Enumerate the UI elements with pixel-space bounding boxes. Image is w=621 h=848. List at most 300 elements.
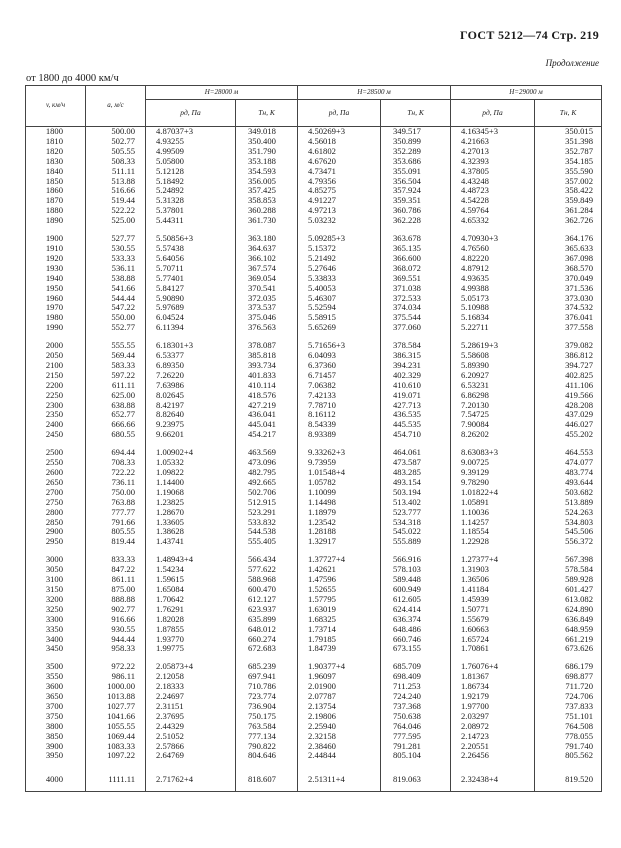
cell-speed: 3850 — [26, 732, 86, 742]
cell-pressure-28500: 5.52594 — [298, 303, 381, 313]
cell-temp-28500: 777.595 — [381, 732, 451, 742]
cell-pressure-28000: 2.18333 — [146, 682, 236, 692]
cell-temp-28000: 454.217 — [236, 430, 298, 440]
cell-temp-28500: 566.916 — [381, 547, 451, 565]
cell-temp-28000: 366.102 — [236, 254, 298, 264]
cell-pressure-28500: 1.23542 — [298, 518, 381, 528]
cell-pressure-28500: 5.58915 — [298, 313, 381, 323]
cell-temp-28000: 360.288 — [236, 206, 298, 216]
cell-pressure-29000: 4.76560 — [451, 244, 535, 254]
cell-temp-29000: 711.720 — [535, 682, 602, 692]
cell-speed: 3450 — [26, 644, 86, 654]
cell-pressure-28500: 1.37727+4 — [298, 547, 381, 565]
cell-sound-speed: 625.00 — [86, 391, 146, 401]
cell-pressure-29000: 1.92179 — [451, 692, 535, 702]
cell-speed: 3050 — [26, 565, 86, 575]
cell-pressure-28000: 1.99775 — [146, 644, 236, 654]
cell-sound-speed: 522.22 — [86, 206, 146, 216]
cell-pressure-28000: 1.19068 — [146, 488, 236, 498]
cell-temp-29000: 357.002 — [535, 177, 602, 187]
cell-temp-29000: 724.706 — [535, 692, 602, 702]
cell-temp-28000: 410.114 — [236, 381, 298, 391]
cell-pressure-29000: 1.55679 — [451, 615, 535, 625]
cell-sound-speed: 638.88 — [86, 401, 146, 411]
cell-speed: 2000 — [26, 333, 86, 351]
cell-speed: 2900 — [26, 527, 86, 537]
cell-pressure-28000: 4.99509 — [146, 147, 236, 157]
page-header: ГОСТ 5212—74 Стр. 219 — [459, 28, 599, 42]
cell-temp-28000: 804.646 — [236, 751, 298, 761]
cell-pressure-28500: 4.91227 — [298, 196, 381, 206]
cell-temp-28500: 436.535 — [381, 410, 451, 420]
cell-sound-speed: 544.44 — [86, 294, 146, 304]
cell-speed: 3100 — [26, 575, 86, 585]
cell-speed: 2100 — [26, 361, 86, 371]
cell-pressure-29000: 4.70930+3 — [451, 226, 535, 244]
cell-temp-29000: 379.082 — [535, 333, 602, 351]
cell-pressure-29000: 1.31903 — [451, 565, 535, 575]
cell-pressure-28500: 1.42621 — [298, 565, 381, 575]
cell-pressure-28500: 5.27646 — [298, 264, 381, 274]
cell-temp-28000: 502.706 — [236, 488, 298, 498]
cell-temp-28500: 724.240 — [381, 692, 451, 702]
cell-speed: 3200 — [26, 595, 86, 605]
cell-pressure-28000: 5.05800 — [146, 157, 236, 167]
cell-speed: 3600 — [26, 682, 86, 692]
cell-speed: 2800 — [26, 508, 86, 518]
cell-speed: 2550 — [26, 458, 86, 468]
cell-pressure-28500: 5.15372 — [298, 244, 381, 254]
cell-pressure-29000: 5.28619+3 — [451, 333, 535, 351]
cell-pressure-29000: 4.48723 — [451, 186, 535, 196]
cell-sound-speed: 1111.11 — [86, 761, 146, 791]
cell-pressure-28000: 1.43741 — [146, 537, 236, 547]
table-row — [26, 751, 602, 761]
cell-pressure-29000: 6.53231 — [451, 381, 535, 391]
cell-sound-speed: 500.00 — [86, 127, 146, 137]
cell-pressure-28000: 9.23975 — [146, 420, 236, 430]
cell-pressure-29000: 4.37805 — [451, 167, 535, 177]
cell-temp-28000: 393.734 — [236, 361, 298, 371]
cell-pressure-28500: 4.73471 — [298, 167, 381, 177]
group-header-altitude: H=29000 м — [451, 86, 602, 100]
cell-pressure-28500: 1.01548+4 — [298, 468, 381, 478]
cell-sound-speed: 519.44 — [86, 196, 146, 206]
cell-pressure-28000: 5.50856+3 — [146, 226, 236, 244]
cell-temp-28500: 685.709 — [381, 654, 451, 672]
cell-temp-29000: 791.740 — [535, 742, 602, 752]
cell-temp-28500: 365.135 — [381, 244, 451, 254]
cell-temp-28000: 401.833 — [236, 371, 298, 381]
cell-pressure-29000: 4.32393 — [451, 157, 535, 167]
cell-sound-speed: 694.44 — [86, 440, 146, 458]
cell-sound-speed: 1097.22 — [86, 751, 146, 761]
cell-pressure-29000: 1.27377+4 — [451, 547, 535, 565]
cell-pressure-28500: 7.06382 — [298, 381, 381, 391]
cell-sound-speed: 944.44 — [86, 635, 146, 645]
cell-temp-29000: 402.825 — [535, 371, 602, 381]
cell-temp-28000: 697.941 — [236, 672, 298, 682]
cell-temp-29000: 464.553 — [535, 440, 602, 458]
cell-temp-28000: 710.786 — [236, 682, 298, 692]
cell-temp-28000: 523.291 — [236, 508, 298, 518]
cell-sound-speed: 550.00 — [86, 313, 146, 323]
cell-sound-speed: 972.22 — [86, 654, 146, 672]
cell-pressure-29000: 6.86298 — [451, 391, 535, 401]
cell-temp-28000: 790.822 — [236, 742, 298, 752]
cell-sound-speed: 1041.66 — [86, 712, 146, 722]
cell-temp-28500: 648.486 — [381, 625, 451, 635]
table-row — [26, 323, 602, 333]
cell-pressure-28000: 5.84127 — [146, 284, 236, 294]
cell-pressure-29000: 1.36506 — [451, 575, 535, 585]
cell-speed: 3300 — [26, 615, 86, 625]
cell-pressure-28500: 2.44844 — [298, 751, 381, 761]
cell-sound-speed: 1027.77 — [86, 702, 146, 712]
cell-pressure-28500: 2.51311+4 — [298, 761, 381, 791]
cell-pressure-28000: 5.64056 — [146, 254, 236, 264]
cell-temp-29000: 358.422 — [535, 186, 602, 196]
cell-pressure-28500: 5.21492 — [298, 254, 381, 264]
cell-speed: 3650 — [26, 692, 86, 702]
cell-speed: 2600 — [26, 468, 86, 478]
cell-speed: 2850 — [26, 518, 86, 528]
cell-temp-28000: 372.035 — [236, 294, 298, 304]
cell-speed: 1800 — [26, 127, 86, 137]
cell-temp-28000: 512.915 — [236, 498, 298, 508]
cell-pressure-29000: 4.43248 — [451, 177, 535, 187]
cell-temp-29000: 361.284 — [535, 206, 602, 216]
cell-pressure-29000: 2.20551 — [451, 742, 535, 752]
cell-sound-speed: 1013.88 — [86, 692, 146, 702]
cell-temp-29000: 350.015 — [535, 127, 602, 137]
cell-temp-28500: 612.605 — [381, 595, 451, 605]
cell-pressure-28000: 8.02645 — [146, 391, 236, 401]
col-header-sound-speed: a, м/с — [86, 86, 146, 127]
cell-speed: 1910 — [26, 244, 86, 254]
cell-pressure-28000: 6.53377 — [146, 351, 236, 361]
cell-pressure-29000: 7.54725 — [451, 410, 535, 420]
cell-sound-speed: 847.22 — [86, 565, 146, 575]
cell-speed: 2500 — [26, 440, 86, 458]
cell-speed: 2650 — [26, 478, 86, 488]
cell-temp-28000: 376.563 — [236, 323, 298, 333]
cell-temp-28000: 349.018 — [236, 127, 298, 137]
cell-sound-speed: 986.11 — [86, 672, 146, 682]
cell-temp-29000: 355.590 — [535, 167, 602, 177]
speed-range-label: от 1800 до 4000 км/ч — [26, 73, 119, 84]
cell-pressure-28000: 2.44329 — [146, 722, 236, 732]
cell-sound-speed: 516.66 — [86, 186, 146, 196]
cell-pressure-28000: 5.18492 — [146, 177, 236, 187]
col-header-pressure: pд, Па — [451, 100, 535, 127]
cell-sound-speed: 833.33 — [86, 547, 146, 565]
cell-pressure-28000: 1.09822 — [146, 468, 236, 478]
cell-temp-28000: 418.576 — [236, 391, 298, 401]
cell-speed: 1820 — [26, 147, 86, 157]
cell-temp-29000: 428.208 — [535, 401, 602, 411]
cell-pressure-28500: 6.37360 — [298, 361, 381, 371]
cell-temp-29000: 567.398 — [535, 547, 602, 565]
cell-temp-28000: 660.274 — [236, 635, 298, 645]
cell-pressure-29000: 1.22928 — [451, 537, 535, 547]
cell-pressure-28500: 5.03232 — [298, 216, 381, 226]
cell-temp-29000: 764.508 — [535, 722, 602, 732]
cell-temp-28000: 588.968 — [236, 575, 298, 585]
cell-pressure-28500: 6.04093 — [298, 351, 381, 361]
cell-pressure-28000: 5.57438 — [146, 244, 236, 254]
cell-sound-speed: 1055.55 — [86, 722, 146, 732]
cell-sound-speed: 902.77 — [86, 605, 146, 615]
cell-speed: 1830 — [26, 157, 86, 167]
cell-pressure-29000: 5.05173 — [451, 294, 535, 304]
cell-pressure-28000: 1.05332 — [146, 458, 236, 468]
cell-sound-speed: 666.66 — [86, 420, 146, 430]
cell-temp-29000: 636.849 — [535, 615, 602, 625]
cell-speed: 1840 — [26, 167, 86, 177]
cell-temp-28500: 363.678 — [381, 226, 451, 244]
cell-temp-29000: 513.889 — [535, 498, 602, 508]
cell-temp-28500: 503.194 — [381, 488, 451, 498]
col-header-speed: v, км/ч — [26, 86, 86, 127]
cell-speed: 2300 — [26, 401, 86, 411]
cell-sound-speed: 547.22 — [86, 303, 146, 313]
cell-pressure-28000: 1.33605 — [146, 518, 236, 528]
cell-temp-29000: 386.812 — [535, 351, 602, 361]
cell-speed: 3900 — [26, 742, 86, 752]
cell-pressure-28500: 1.57795 — [298, 595, 381, 605]
cell-pressure-29000: 4.16345+3 — [451, 127, 535, 137]
cell-temp-29000: 751.101 — [535, 712, 602, 722]
col-header-pressure: pд, Па — [146, 100, 236, 127]
continuation-label: Продолжение — [545, 58, 599, 68]
cell-pressure-29000: 6.20927 — [451, 371, 535, 381]
cell-temp-29000: 524.263 — [535, 508, 602, 518]
cell-pressure-28500: 4.85275 — [298, 186, 381, 196]
cell-speed: 3700 — [26, 702, 86, 712]
cell-temp-29000: 661.219 — [535, 635, 602, 645]
cell-temp-28500: 353.686 — [381, 157, 451, 167]
cell-temp-28500: 350.899 — [381, 137, 451, 147]
cell-sound-speed: 861.11 — [86, 575, 146, 585]
cell-pressure-28000: 1.70642 — [146, 595, 236, 605]
cell-pressure-28000: 1.23825 — [146, 498, 236, 508]
cell-pressure-28500: 7.42133 — [298, 391, 381, 401]
cell-temp-28500: 698.409 — [381, 672, 451, 682]
table-row — [26, 284, 602, 294]
cell-temp-29000: 673.626 — [535, 644, 602, 654]
cell-pressure-28000: 4.87037+3 — [146, 127, 236, 137]
cell-temp-28500: 368.072 — [381, 264, 451, 274]
cell-temp-29000: 601.427 — [535, 585, 602, 595]
cell-sound-speed: 597.22 — [86, 371, 146, 381]
cell-pressure-28500: 2.32158 — [298, 732, 381, 742]
cell-sound-speed: 916.66 — [86, 615, 146, 625]
cell-temp-28000: 635.899 — [236, 615, 298, 625]
cell-temp-28500: 534.318 — [381, 518, 451, 528]
cell-speed: 4000 — [26, 761, 86, 791]
cell-temp-29000: 805.562 — [535, 751, 602, 761]
atmosphere-table — [25, 85, 602, 792]
cell-temp-28000: 555.405 — [236, 537, 298, 547]
cell-pressure-29000: 4.59764 — [451, 206, 535, 216]
cell-temp-28500: 427.713 — [381, 401, 451, 411]
cell-temp-28000: 385.818 — [236, 351, 298, 361]
cell-pressure-28500: 1.05782 — [298, 478, 381, 488]
cell-speed: 1860 — [26, 186, 86, 196]
cell-sound-speed: 569.44 — [86, 351, 146, 361]
cell-temp-29000: 364.176 — [535, 226, 602, 244]
cell-temp-28000: 750.175 — [236, 712, 298, 722]
cell-pressure-29000: 2.32438+4 — [451, 761, 535, 791]
cell-temp-28500: 362.228 — [381, 216, 451, 226]
cell-pressure-28500: 5.65269 — [298, 323, 381, 333]
cell-speed: 3950 — [26, 751, 86, 761]
cell-pressure-28000: 6.89350 — [146, 361, 236, 371]
cell-temp-28000: 533.832 — [236, 518, 298, 528]
cell-pressure-28000: 1.82028 — [146, 615, 236, 625]
table-row — [26, 654, 602, 672]
cell-sound-speed: 541.66 — [86, 284, 146, 294]
cell-sound-speed: 583.33 — [86, 361, 146, 371]
cell-pressure-28500: 2.19806 — [298, 712, 381, 722]
cell-temp-29000: 367.098 — [535, 254, 602, 264]
cell-sound-speed: 505.55 — [86, 147, 146, 157]
cell-temp-29000: 437.029 — [535, 410, 602, 420]
cell-pressure-29000: 1.76076+4 — [451, 654, 535, 672]
cell-pressure-28500: 2.01900 — [298, 682, 381, 692]
cell-speed: 1940 — [26, 274, 86, 284]
table-row — [26, 440, 602, 458]
cell-pressure-29000: 1.05891 — [451, 498, 535, 508]
cell-temp-28000: 482.795 — [236, 468, 298, 478]
cell-temp-28500: 660.746 — [381, 635, 451, 645]
cell-temp-28500: 750.638 — [381, 712, 451, 722]
cell-pressure-28000: 1.48943+4 — [146, 547, 236, 565]
cell-temp-28000: 350.400 — [236, 137, 298, 147]
cell-temp-28500: 737.368 — [381, 702, 451, 712]
cell-temp-28000: 566.434 — [236, 547, 298, 565]
cell-pressure-29000: 2.26456 — [451, 751, 535, 761]
cell-temp-28500: 371.038 — [381, 284, 451, 294]
cell-pressure-28000: 7.63986 — [146, 381, 236, 391]
cell-temp-29000: 624.890 — [535, 605, 602, 615]
cell-pressure-28500: 1.32917 — [298, 537, 381, 547]
cell-temp-28000: 685.239 — [236, 654, 298, 672]
cell-temp-28000: 358.853 — [236, 196, 298, 206]
cell-temp-28000: 357.425 — [236, 186, 298, 196]
cell-pressure-29000: 4.93635 — [451, 274, 535, 284]
cell-sound-speed: 533.33 — [86, 254, 146, 264]
cell-pressure-28500: 2.13754 — [298, 702, 381, 712]
cell-pressure-29000: 1.10036 — [451, 508, 535, 518]
cell-temp-29000: 686.179 — [535, 654, 602, 672]
cell-pressure-29000: 1.18554 — [451, 527, 535, 537]
cell-pressure-28500: 1.96097 — [298, 672, 381, 682]
cell-temp-28500: 523.777 — [381, 508, 451, 518]
cell-pressure-28000: 2.71762+4 — [146, 761, 236, 791]
cell-speed: 1950 — [26, 284, 86, 294]
cell-pressure-28000: 2.05873+4 — [146, 654, 236, 672]
cell-sound-speed: 750.00 — [86, 488, 146, 498]
cell-temp-28500: 673.155 — [381, 644, 451, 654]
cell-temp-28000: 577.622 — [236, 565, 298, 575]
cell-speed: 2450 — [26, 430, 86, 440]
cell-pressure-28000: 5.12128 — [146, 167, 236, 177]
col-header-temperature: Tн, К — [381, 100, 451, 127]
cell-temp-28500: 375.544 — [381, 313, 451, 323]
table-row — [26, 537, 602, 547]
cell-pressure-28000: 5.70711 — [146, 264, 236, 274]
cell-pressure-28500: 5.46307 — [298, 294, 381, 304]
cell-speed: 2200 — [26, 381, 86, 391]
cell-temp-29000: 376.041 — [535, 313, 602, 323]
cell-pressure-28000: 2.24697 — [146, 692, 236, 702]
table-row — [26, 644, 602, 654]
group-header-altitude: H=28500 м — [298, 86, 451, 100]
cell-temp-28500: 464.061 — [381, 440, 451, 458]
cell-temp-28000: 370.541 — [236, 284, 298, 294]
cell-speed: 3000 — [26, 547, 86, 565]
cell-pressure-29000: 5.22711 — [451, 323, 535, 333]
table-row — [26, 761, 602, 791]
cell-pressure-28000: 6.11394 — [146, 323, 236, 333]
table-row — [26, 226, 602, 244]
cell-pressure-28500: 7.78710 — [298, 401, 381, 411]
cell-temp-28500: 352.289 — [381, 147, 451, 157]
cell-pressure-29000: 1.14257 — [451, 518, 535, 528]
cell-pressure-29000: 5.58608 — [451, 351, 535, 361]
cell-pressure-28500: 4.79356 — [298, 177, 381, 187]
cell-temp-28000: 378.087 — [236, 333, 298, 351]
cell-temp-28000: 373.537 — [236, 303, 298, 313]
cell-temp-28000: 369.054 — [236, 274, 298, 284]
cell-temp-28500: 360.786 — [381, 206, 451, 216]
cell-pressure-29000: 5.16834 — [451, 313, 535, 323]
cell-temp-28000: 356.005 — [236, 177, 298, 187]
cell-temp-28500: 483.285 — [381, 468, 451, 478]
cell-temp-28000: 777.134 — [236, 732, 298, 742]
cell-temp-28500: 372.533 — [381, 294, 451, 304]
cell-temp-28500: 356.504 — [381, 177, 451, 187]
cell-pressure-28000: 2.12058 — [146, 672, 236, 682]
group-header-altitude: H=28000 м — [146, 86, 298, 100]
cell-pressure-28500: 1.14498 — [298, 498, 381, 508]
cell-sound-speed: 1069.44 — [86, 732, 146, 742]
cell-sound-speed: 930.55 — [86, 625, 146, 635]
cell-pressure-28500: 8.16112 — [298, 410, 381, 420]
cell-pressure-29000: 1.45939 — [451, 595, 535, 605]
cell-pressure-28500: 5.33833 — [298, 274, 381, 284]
cell-pressure-28000: 1.93770 — [146, 635, 236, 645]
cell-temp-29000: 394.727 — [535, 361, 602, 371]
cell-pressure-28500: 1.52655 — [298, 585, 381, 595]
cell-temp-28500: 355.091 — [381, 167, 451, 177]
cell-pressure-29000: 4.27013 — [451, 147, 535, 157]
cell-temp-28500: 636.374 — [381, 615, 451, 625]
cell-temp-29000: 819.520 — [535, 761, 602, 791]
cell-speed: 2400 — [26, 420, 86, 430]
cell-temp-28000: 436.041 — [236, 410, 298, 420]
cell-pressure-28000: 1.76291 — [146, 605, 236, 615]
cell-pressure-28000: 2.64769 — [146, 751, 236, 761]
table-row — [26, 430, 602, 440]
cell-pressure-29000: 8.63083+3 — [451, 440, 535, 458]
cell-speed: 2050 — [26, 351, 86, 361]
cell-temp-29000: 578.584 — [535, 565, 602, 575]
cell-pressure-29000: 5.10988 — [451, 303, 535, 313]
cell-temp-28500: 791.281 — [381, 742, 451, 752]
